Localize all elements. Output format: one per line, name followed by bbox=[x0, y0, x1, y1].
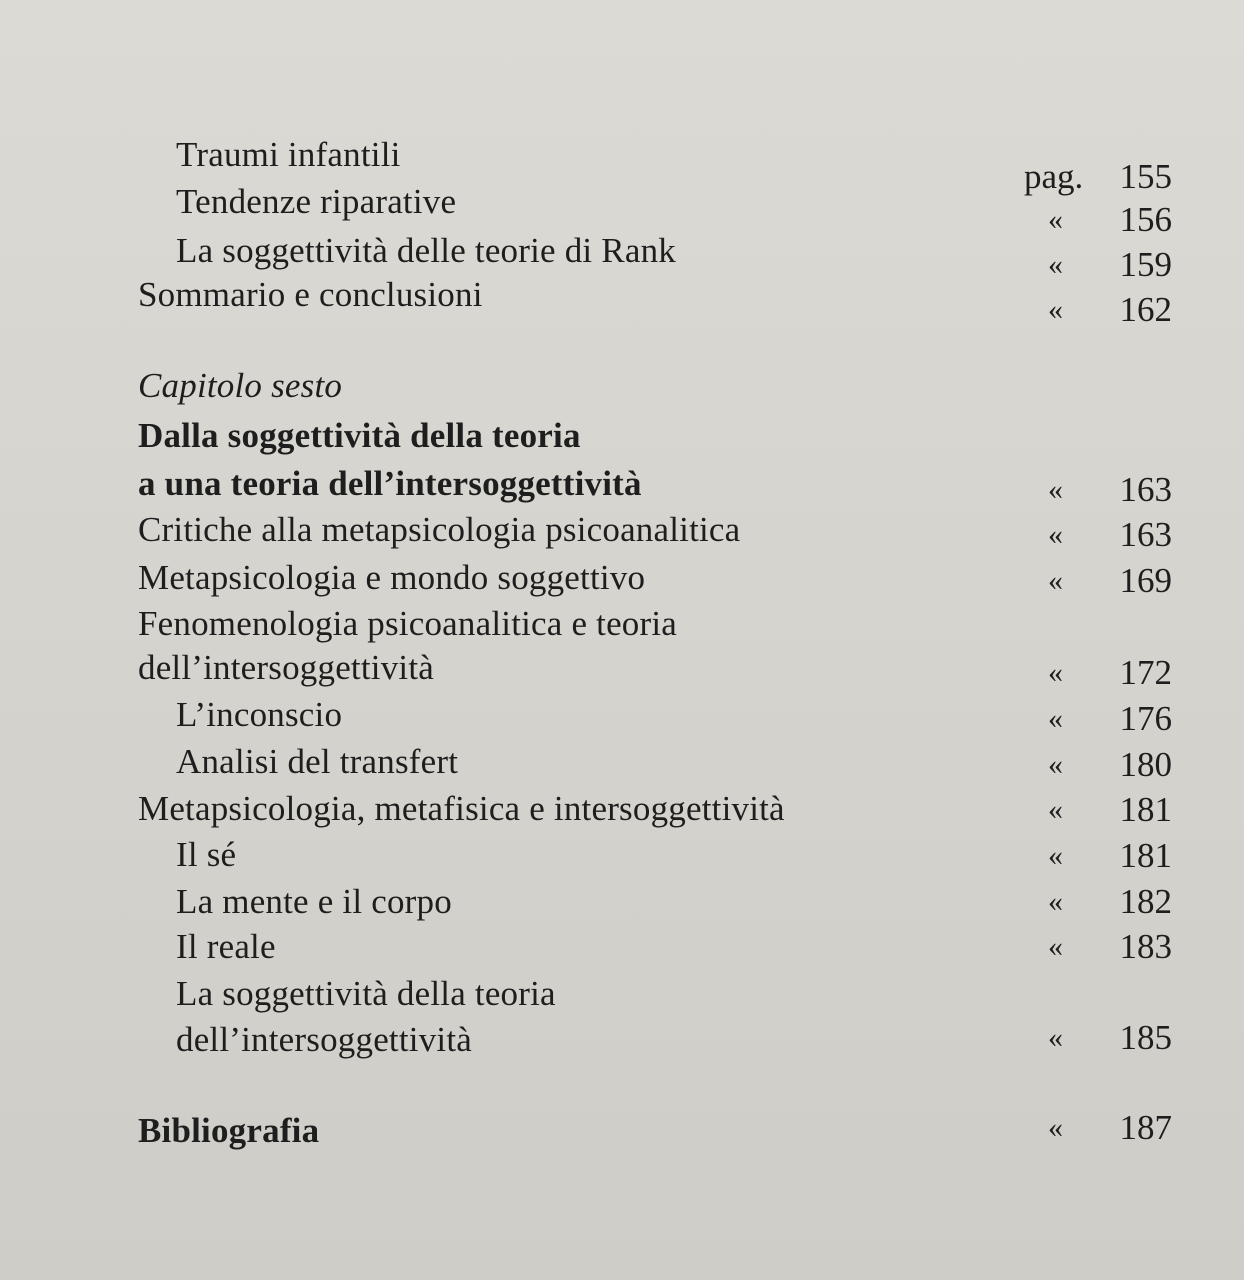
ditto-mark: « bbox=[1048, 885, 1063, 918]
toc-entry-title: L’inconscio bbox=[176, 695, 343, 734]
toc-heading: a una teoria dell’intersoggettività bbox=[138, 464, 642, 503]
ditto-mark: « bbox=[1048, 656, 1063, 689]
toc-page-number: 163 bbox=[1119, 470, 1172, 509]
page-abbrev: pag. bbox=[1024, 157, 1084, 196]
toc-entry-title: La soggettività delle teorie di Rank bbox=[176, 231, 676, 270]
toc-entry-title: dell’intersoggettività bbox=[138, 648, 434, 687]
toc-page-number: 156 bbox=[1119, 200, 1172, 239]
toc-entry-title: Tendenze riparative bbox=[176, 182, 457, 221]
ditto-mark: « bbox=[1048, 1111, 1063, 1144]
toc-entry-title: La soggettività della teoria bbox=[176, 974, 556, 1013]
toc-entry-title: Il sé bbox=[176, 835, 237, 874]
ditto-mark: « bbox=[1048, 1021, 1063, 1054]
toc-entry-title: Critiche alla metapsicologia psicoanalitica bbox=[138, 510, 741, 549]
toc-entry-title: Sommario e conclusioni bbox=[138, 275, 483, 314]
toc-page-number: 169 bbox=[1119, 561, 1172, 600]
toc-entry-title: Il reale bbox=[176, 927, 276, 966]
toc-page-number: 155 bbox=[1119, 157, 1172, 196]
toc-heading: Dalla soggettività della teoria bbox=[138, 416, 581, 455]
toc-page-number: 162 bbox=[1119, 290, 1172, 329]
toc-page-number: 183 bbox=[1119, 927, 1172, 966]
ditto-mark: « bbox=[1048, 518, 1063, 551]
toc-page-number: 180 bbox=[1119, 745, 1172, 784]
toc-page-number: 187 bbox=[1119, 1108, 1172, 1147]
ditto-mark: « bbox=[1048, 930, 1063, 963]
toc-page-number: 159 bbox=[1119, 245, 1172, 284]
toc-entry-title: Traumi infantili bbox=[176, 135, 401, 174]
toc-page-number: 172 bbox=[1119, 653, 1172, 692]
toc-page-number: 176 bbox=[1119, 699, 1172, 738]
ditto-mark: « bbox=[1048, 793, 1063, 826]
ditto-mark: « bbox=[1048, 473, 1063, 506]
toc-entry-title: Analisi del transfert bbox=[176, 742, 459, 781]
ditto-mark: « bbox=[1048, 748, 1063, 781]
ditto-mark: « bbox=[1048, 702, 1063, 735]
toc-entry-title: Fenomenologia psicoanalitica e teoria bbox=[138, 604, 678, 643]
toc-entry-title: La mente e il corpo bbox=[176, 882, 452, 921]
ditto-mark: « bbox=[1048, 839, 1063, 872]
toc-page-number: 182 bbox=[1119, 882, 1172, 921]
toc-page-number: 163 bbox=[1119, 515, 1172, 554]
ditto-mark: « bbox=[1048, 248, 1063, 281]
toc-heading: Bibliografia bbox=[138, 1111, 320, 1150]
ditto-mark: « bbox=[1048, 203, 1063, 236]
toc-page-number: 181 bbox=[1119, 836, 1172, 875]
toc-page-number: 181 bbox=[1119, 790, 1172, 829]
toc-entry-title: Metapsicologia e mondo soggettivo bbox=[138, 558, 646, 597]
ditto-mark: « bbox=[1048, 564, 1063, 597]
chapter-label: Capitolo sesto bbox=[138, 366, 343, 405]
ditto-mark: « bbox=[1048, 293, 1063, 326]
toc-page-number: 185 bbox=[1119, 1018, 1172, 1057]
toc-entry-title: dell’intersoggettività bbox=[176, 1020, 472, 1059]
toc-entry-title: Metapsicologia, metafisica e intersoggettività bbox=[138, 789, 785, 828]
